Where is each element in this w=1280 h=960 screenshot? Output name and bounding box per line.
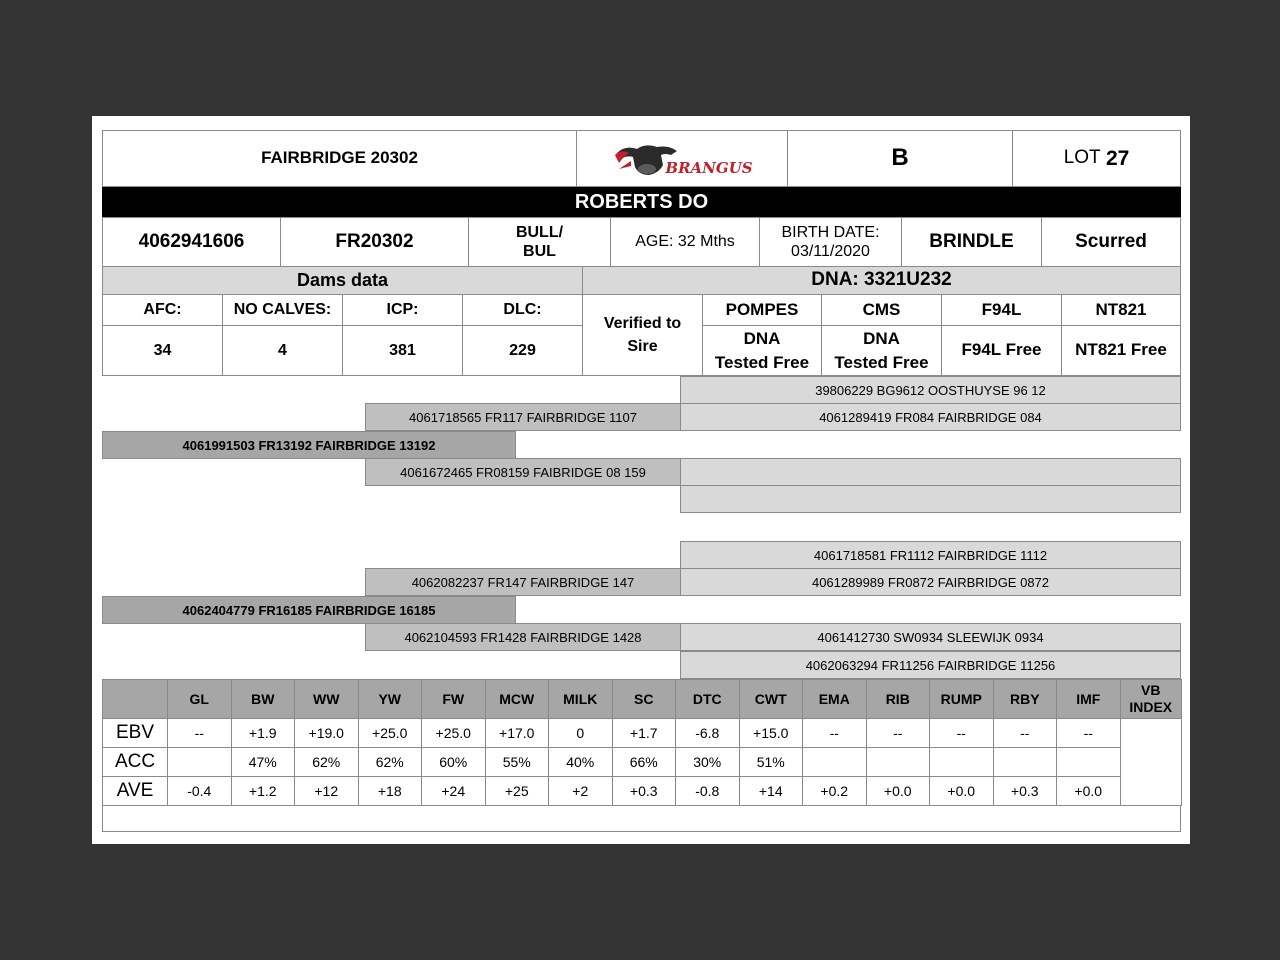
pedigree-sire: 4061991503 FR13192 FAIRBRIDGE 13192 xyxy=(102,431,516,459)
ebv-col-header-milk: MILK xyxy=(548,679,613,719)
footer-row xyxy=(102,803,1181,832)
afc-value: 34 xyxy=(102,325,223,376)
pedigree-sire-sire-dam: 4061289419 FR084 FAIRBRIDGE 084 xyxy=(680,403,1181,431)
ebv-row-label-ebv: EBV xyxy=(102,718,168,748)
ebv-cell: 55% xyxy=(485,747,550,777)
logo-text: BRANGUS xyxy=(665,158,753,177)
ebv-cell: 47% xyxy=(231,747,296,777)
birth-value: 03/11/2020 xyxy=(791,243,870,260)
ebv-row-label-ave: AVE xyxy=(102,776,168,806)
pedigree-dam-sire-dam: 4061289989 FR0872 FAIRBRIDGE 0872 xyxy=(680,568,1181,596)
tag-number: FR20302 xyxy=(280,217,469,267)
ebv-cell: 40% xyxy=(548,747,613,777)
no-calves-header: NO CALVES: xyxy=(222,294,343,326)
ebv-cell: +17.0 xyxy=(485,718,550,748)
vb-index-line1: VB xyxy=(1141,682,1161,699)
ebv-cell: +0.0 xyxy=(866,776,931,806)
brangus-logo xyxy=(576,130,788,187)
ebv-cell: +12 xyxy=(294,776,359,806)
nt821-result: NT821 Free xyxy=(1061,325,1181,376)
pedigree-sire-dam-dam xyxy=(680,485,1181,513)
sex xyxy=(468,217,611,267)
nt821-header: NT821 xyxy=(1061,294,1181,326)
vb-index-line2: INDEX xyxy=(1129,699,1173,715)
ebv-cell: 51% xyxy=(739,747,804,777)
ebv-cell: +24 xyxy=(421,776,486,806)
pedigree-dam-sire: 4062082237 FR147 FAIRBRIDGE 147 xyxy=(365,568,681,596)
icp-header: ICP: xyxy=(342,294,463,326)
lot-value: 27 xyxy=(1105,146,1130,170)
ebv-cell: +1.7 xyxy=(612,718,677,748)
ebv-col-header-bw: BW xyxy=(231,679,296,719)
ebv-cell: -- xyxy=(802,718,867,748)
pedigree-dam-dam: 4062104593 FR1428 FAIRBRIDGE 1428 xyxy=(365,623,681,651)
ebv-cell: +0.0 xyxy=(929,776,994,806)
dlc-value: 229 xyxy=(462,325,583,376)
ebv-cell: -- xyxy=(866,718,931,748)
pompes-result xyxy=(702,325,822,376)
ebv-col-header-yw: YW xyxy=(358,679,423,719)
ebv-cell: -0.4 xyxy=(167,776,232,806)
ebv-cell: +0.2 xyxy=(802,776,867,806)
ebv-cell: +14 xyxy=(739,776,804,806)
grade: B xyxy=(787,130,1013,187)
pedigree-sire-sire: 4061718565 FR117 FAIRBRIDGE 1107 xyxy=(365,403,681,431)
ebv-cell: +19.0 xyxy=(294,718,359,748)
age: AGE: 32 Mths xyxy=(610,217,760,267)
verified-to-sire xyxy=(582,294,703,376)
f94l-result: F94L Free xyxy=(941,325,1062,376)
f94l-header: F94L xyxy=(941,294,1062,326)
ebv-cell xyxy=(929,747,994,777)
dlc-header: DLC: xyxy=(462,294,583,326)
ebv-cell: -- xyxy=(1056,718,1121,748)
lot-number xyxy=(1012,130,1181,187)
ebv-cell: +25.0 xyxy=(358,718,423,748)
verified-line2: Sire xyxy=(627,338,658,355)
sex-line2: BUL xyxy=(523,243,556,260)
ebv-cell: +25.0 xyxy=(421,718,486,748)
pompes-line2: Tested Free xyxy=(714,352,810,372)
ebv-row-label-acc: ACC xyxy=(102,747,168,777)
pedigree-sire-dam-sire xyxy=(680,458,1181,486)
ebv-cell: 66% xyxy=(612,747,677,777)
cms-line1: DNA xyxy=(863,328,900,348)
ebv-col-header-ema: EMA xyxy=(802,679,867,719)
ebv-cell: 62% xyxy=(358,747,423,777)
ebv-cell: -- xyxy=(929,718,994,748)
colour: BRINDLE xyxy=(901,217,1042,267)
no-calves-value: 4 xyxy=(222,325,343,376)
ebv-cell: 0 xyxy=(548,718,613,748)
pedigree-dam: 4062404779 FR16185 FAIRBRIDGE 16185 xyxy=(102,596,516,624)
ebv-col-header-mcw: MCW xyxy=(485,679,550,719)
ebv-cell: +0.0 xyxy=(1056,776,1121,806)
ebv-col-header-fw: FW xyxy=(421,679,486,719)
lot-label: LOT xyxy=(1063,147,1101,169)
birth-label: BIRTH DATE: xyxy=(781,223,880,241)
breeder-bar: ROBERTS DO xyxy=(102,187,1181,217)
ebv-corner xyxy=(102,679,168,719)
ebv-cell: 60% xyxy=(421,747,486,777)
ebv-col-header-rib: RIB xyxy=(866,679,931,719)
ebv-cell: +25 xyxy=(485,776,550,806)
pedigree-dam-sire-sire: 4061718581 FR1112 FAIRBRIDGE 1112 xyxy=(680,541,1181,569)
cms-result xyxy=(821,325,942,376)
cms-line2: Tested Free xyxy=(834,352,929,372)
ebv-cell: +15.0 xyxy=(739,718,804,748)
lot-card xyxy=(92,116,1190,844)
ebv-col-header-cwt: CWT xyxy=(739,679,804,719)
ebv-cell: -- xyxy=(993,718,1058,748)
ebv-cell: +0.3 xyxy=(612,776,677,806)
ebv-cell: +1.9 xyxy=(231,718,296,748)
ebv-col-header-ww: WW xyxy=(294,679,359,719)
id-number: 4062941606 xyxy=(102,217,281,267)
verified-line1: Verified to xyxy=(603,314,682,332)
ebv-cell xyxy=(993,747,1058,777)
cms-header: CMS xyxy=(821,294,942,326)
pedigree-sire-dam: 4061672465 FR08159 FAIBRIDGE 08 159 xyxy=(365,458,681,486)
ebv-cell: +0.3 xyxy=(993,776,1058,806)
ebv-cell xyxy=(1056,747,1121,777)
ebv-col-header-dtc: DTC xyxy=(675,679,740,719)
ebv-cell: +1.2 xyxy=(231,776,296,806)
vb-index-value xyxy=(1120,718,1183,806)
ebv-cell: -0.8 xyxy=(675,776,740,806)
ebv-col-header-imf: IMF xyxy=(1056,679,1121,719)
dams-data-title: Dams data xyxy=(102,266,583,295)
birth-date xyxy=(759,217,902,267)
dna-title: DNA: 3321U232 xyxy=(582,266,1181,295)
ebv-col-header-rump: RUMP xyxy=(929,679,994,719)
icp-value: 381 xyxy=(342,325,463,376)
polled-status: Scurred xyxy=(1041,217,1181,267)
ebv-cell: +2 xyxy=(548,776,613,806)
ebv-cell xyxy=(802,747,867,777)
ebv-col-header-rby: RBY xyxy=(993,679,1058,719)
ebv-cell: -- xyxy=(167,718,232,748)
pompes-line1: DNA xyxy=(743,328,781,348)
ebv-cell xyxy=(167,747,232,777)
ebv-cell: 62% xyxy=(294,747,359,777)
ebv-cell: -6.8 xyxy=(675,718,740,748)
animal-name: FAIRBRIDGE 20302 xyxy=(102,130,577,187)
afc-header: AFC: xyxy=(102,294,223,326)
ebv-col-header-sc: SC xyxy=(612,679,677,719)
pedigree-dam-dam-dam: 4062063294 FR11256 FAIRBRIDGE 11256 xyxy=(680,651,1181,679)
ebv-col-header-gl: GL xyxy=(167,679,232,719)
ebv-cell: 30% xyxy=(675,747,740,777)
ebv-cell xyxy=(866,747,931,777)
ebv-cell: +18 xyxy=(358,776,423,806)
pedigree-dam-dam-sire: 4061412730 SW0934 SLEEWIJK 0934 xyxy=(680,623,1181,651)
pompes-header: POMPES xyxy=(702,294,822,326)
vb-index-header xyxy=(1120,679,1183,719)
sex-line1: BULL/ xyxy=(515,223,564,241)
pedigree-sire-sire-sire: 39806229 BG9612 OOSTHUYSE 96 12 xyxy=(680,376,1181,404)
